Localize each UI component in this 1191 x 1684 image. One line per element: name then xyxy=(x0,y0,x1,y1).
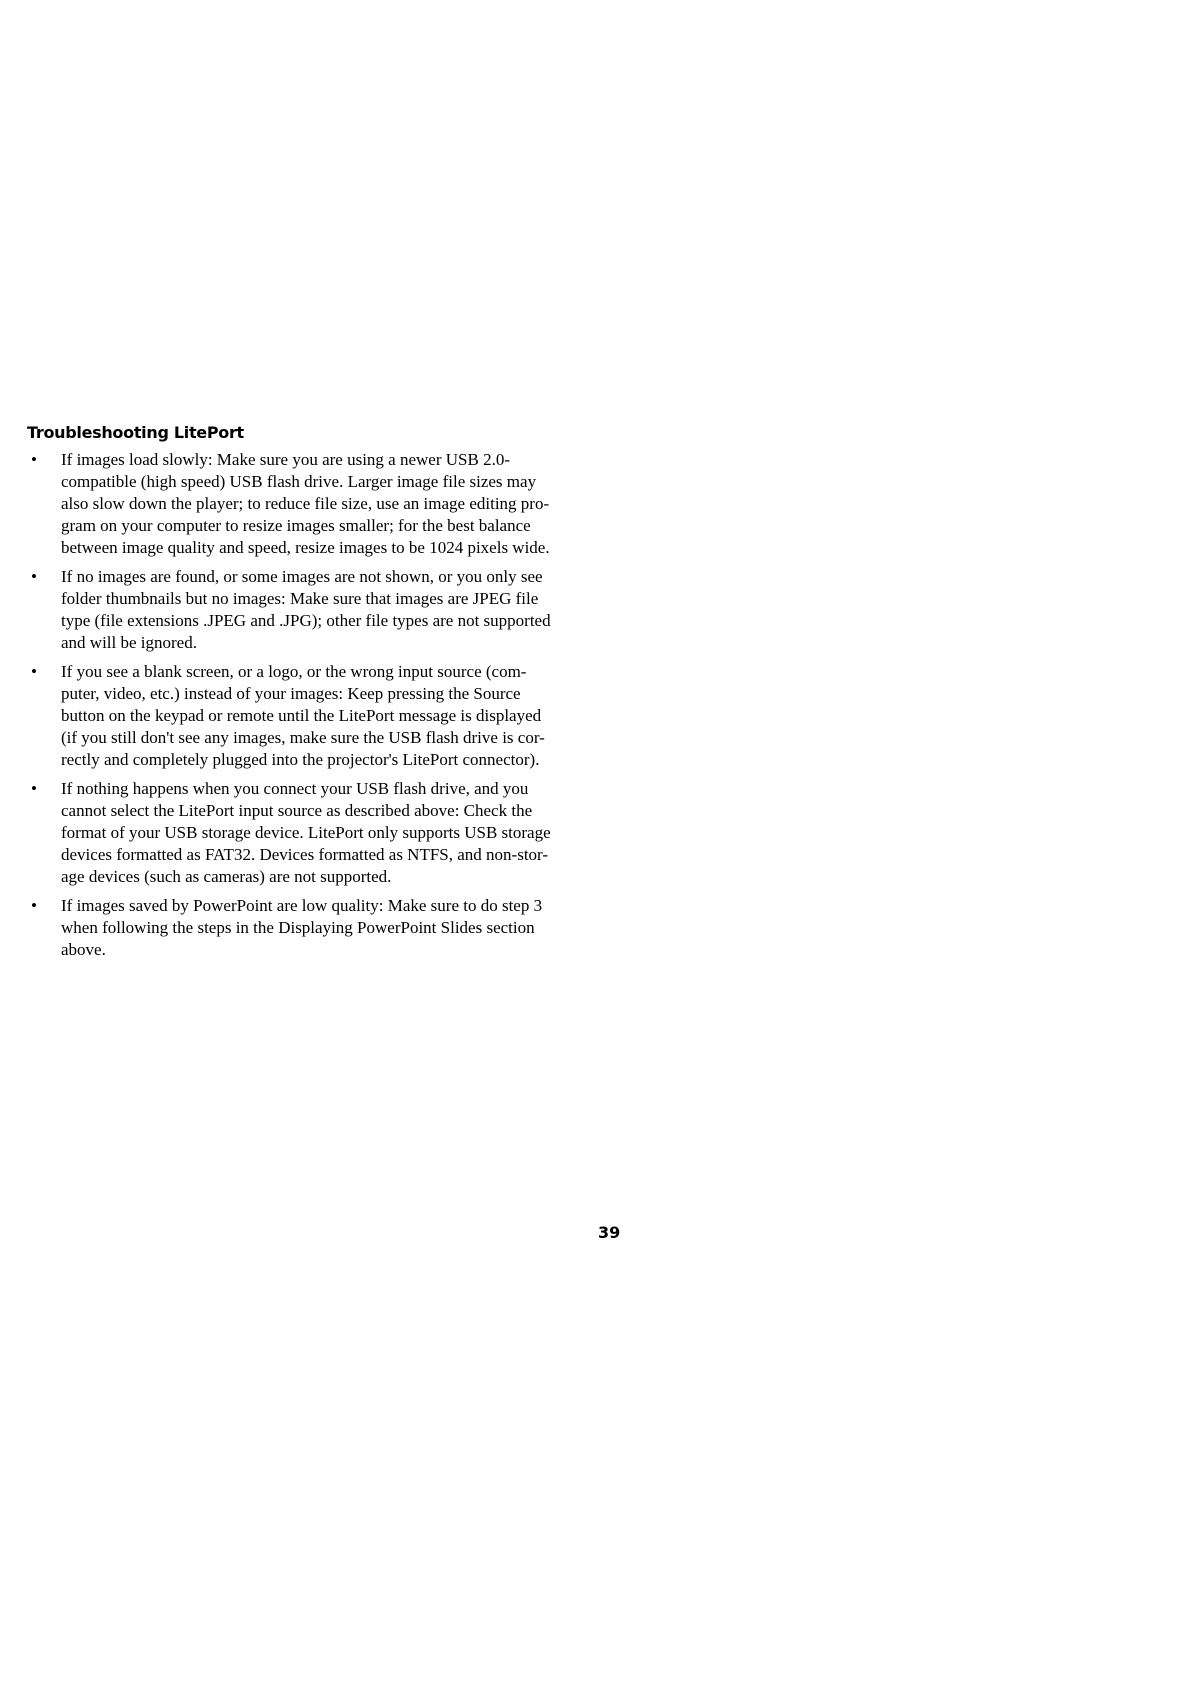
text-line: type (file extensions .JPEG and .JPG); other file types are not supported xyxy=(61,611,551,630)
list-item xyxy=(27,449,607,559)
text-line: If images saved by PowerPoint are low quality: Make sure to do step 3 xyxy=(61,896,543,915)
text-line: If no images are found, or some images are not shown, or you only see xyxy=(61,567,543,586)
text-line: cannot select the LitePort input source as described above: Check the xyxy=(61,801,533,820)
bullet-icon: • xyxy=(31,567,37,586)
bullet-icon: • xyxy=(31,662,37,681)
section-title: Troubleshooting LitePort xyxy=(27,423,244,442)
list-item xyxy=(27,895,607,961)
text-line: puter, video, etc.) instead of your images: Keep pressing the Source xyxy=(61,684,521,703)
troubleshooting-section xyxy=(27,423,607,968)
text-line: age devices (such as cameras) are not supported. xyxy=(61,867,392,886)
list-item-text xyxy=(61,778,607,888)
list-item-text xyxy=(61,661,607,771)
list-item-text xyxy=(61,895,607,961)
text-line: folder thumbnails but no images: Make sure that images are JPEG file xyxy=(61,589,539,608)
bullet-icon: • xyxy=(31,779,37,798)
text-line: If you see a blank screen, or a logo, or the wrong input source (com- xyxy=(61,662,527,681)
bullet-icon: • xyxy=(31,450,37,469)
bullet-icon: • xyxy=(31,896,37,915)
list-item xyxy=(27,566,607,654)
text-line: format of your USB storage device. LitePort only supports USB storage xyxy=(61,823,551,842)
text-line: button on the keypad or remote until the LitePort message is displayed xyxy=(61,706,542,725)
text-line: also slow down the player; to reduce file size, use an image editing pro- xyxy=(61,494,550,513)
list-item xyxy=(27,661,607,771)
text-line: and will be ignored. xyxy=(61,633,197,652)
text-line: gram on your computer to resize images smaller; for the best balance xyxy=(61,516,531,535)
text-line: when following the steps in the Displaying PowerPoint Slides section xyxy=(61,918,535,937)
text-line: above. xyxy=(61,940,106,959)
list-item-text xyxy=(61,449,607,559)
text-line: If images load slowly: Make sure you are using a newer USB 2.0- xyxy=(61,450,510,469)
text-line: compatible (high speed) USB flash drive. Larger image file sizes may xyxy=(61,472,537,491)
text-line: rectly and completely plugged into the projector's LitePort connector). xyxy=(61,750,540,769)
troubleshooting-list xyxy=(27,449,607,961)
text-line: devices formatted as FAT32. Devices formatted as NTFS, and non-stor- xyxy=(61,845,549,864)
page-number: 39 xyxy=(598,1223,621,1242)
text-line: between image quality and speed, resize images to be 1024 pixels wide. xyxy=(61,538,550,557)
text-line: If nothing happens when you connect your USB flash drive, and you xyxy=(61,779,529,798)
list-item xyxy=(27,778,607,888)
list-item-text xyxy=(61,566,607,654)
text-line: (if you still don't see any images, make sure the USB flash drive is cor- xyxy=(61,728,545,747)
